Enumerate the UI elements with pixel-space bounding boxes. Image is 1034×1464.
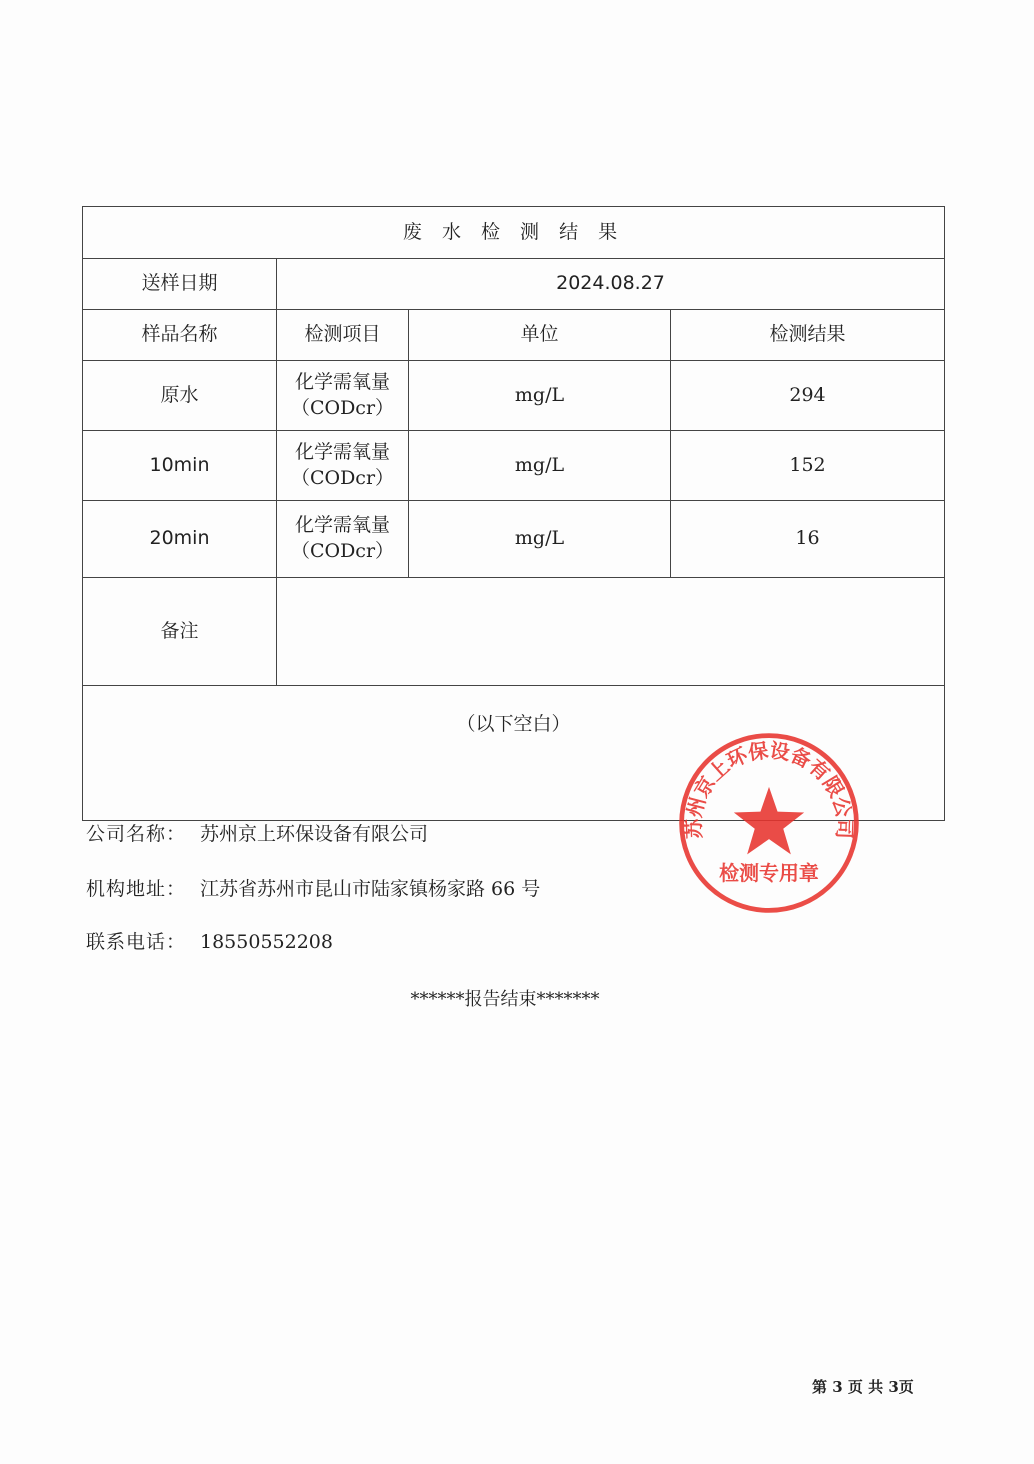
header-item: 检测项目 <box>277 310 409 361</box>
row-item-name: 化学需氧量 <box>294 370 390 393</box>
row-item-code: （CODcr） <box>290 396 395 419</box>
table-row <box>83 431 945 501</box>
header-unit: 单位 <box>409 310 671 361</box>
row-item-code: （CODcr） <box>290 466 395 489</box>
seal-outer-text: 苏州京上环保设备有限公司 <box>681 738 857 840</box>
table-row <box>83 361 945 431</box>
row-result: 16 <box>671 501 945 578</box>
seal-inner-text: 检测专用章 <box>719 861 819 885</box>
row-item <box>277 431 409 501</box>
company-name-line <box>86 819 428 846</box>
table-title: 废 水 检 测 结 果 <box>83 207 945 259</box>
company-name: 苏州京上环保设备有限公司 <box>200 823 429 845</box>
company-phone-label: 联系电话： <box>86 931 187 953</box>
row-item-code: （CODcr） <box>290 540 395 562</box>
row-unit: mg/L <box>409 501 671 578</box>
row-unit: mg/L <box>409 431 671 501</box>
row-sample: 10min <box>83 431 277 501</box>
company-address-label: 机构地址： <box>86 878 187 900</box>
remark-value <box>277 578 945 686</box>
company-address: 江苏省苏州市昆山市陆家镇杨家路 66 号 <box>200 878 541 900</box>
row-result: 294 <box>671 361 945 431</box>
row-item-name: 化学需氧量 <box>294 440 390 463</box>
row-result: 152 <box>671 431 945 501</box>
date-label: 送样日期 <box>83 259 277 310</box>
report-end-text: ******报告结束******* <box>410 989 600 1010</box>
row-item <box>277 501 409 578</box>
page-number: 第 3 页 共 3页 <box>812 1378 914 1396</box>
remark-label: 备注 <box>83 578 277 686</box>
row-sample: 原水 <box>83 361 277 431</box>
blank-note: （以下空白） <box>83 686 945 821</box>
header-result: 检测结果 <box>671 310 945 361</box>
row-sample: 20min <box>83 501 277 578</box>
company-name-label: 公司名称： <box>86 823 187 845</box>
row-unit: mg/L <box>409 361 671 431</box>
company-seal-icon <box>674 728 864 918</box>
company-address-line <box>86 874 540 901</box>
company-phone: 18550552208 <box>200 931 333 953</box>
date-value: 2024.08.27 <box>277 259 945 310</box>
row-item-name: 化学需氧量 <box>294 514 390 537</box>
row-item <box>277 361 409 431</box>
table-row <box>83 501 945 578</box>
company-phone-line <box>86 927 333 954</box>
header-sample: 样品名称 <box>83 310 277 361</box>
